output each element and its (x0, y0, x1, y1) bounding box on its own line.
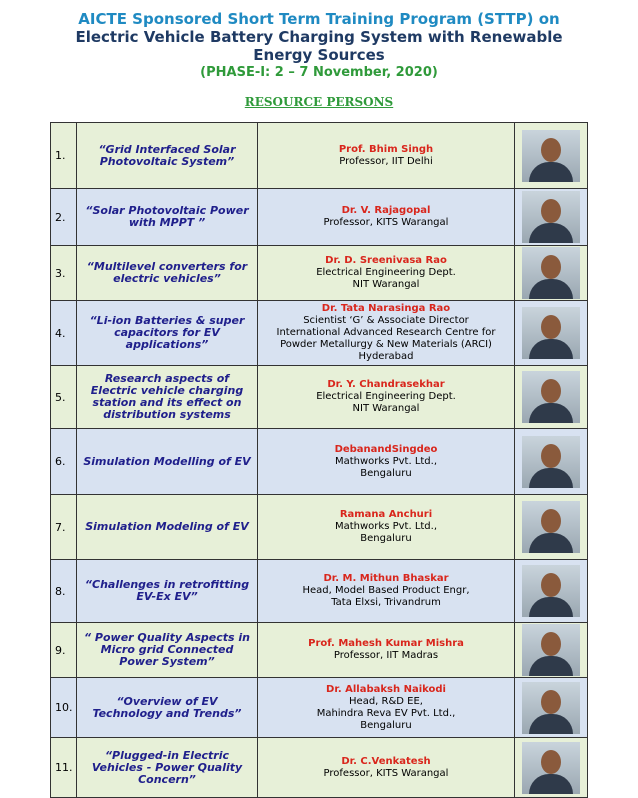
speaker-affiliation-line: Hyderabad (358, 351, 414, 362)
resource-persons-table (50, 122, 588, 798)
row-number: 1. (51, 123, 77, 189)
photo-body-shape (529, 656, 573, 676)
speaker-name: Dr. V. Rajagopal (341, 205, 431, 216)
speaker-photo-cell (515, 189, 588, 246)
speaker-info (258, 738, 515, 798)
row-number: 3. (51, 246, 77, 301)
table-row (51, 623, 588, 678)
photo-body-shape (529, 714, 573, 734)
row-number: 2. (51, 189, 77, 246)
speaker-affiliation-line: Mathworks Pvt. Ltd., (334, 521, 438, 532)
talk-topic: “Overview of EV Technology and Trends” (77, 678, 258, 738)
table-row (51, 366, 588, 429)
speaker-affiliation-line: Mathworks Pvt. Ltd., (334, 455, 438, 467)
photo-head-shape (541, 750, 561, 774)
speaker-photo-cell (515, 623, 588, 678)
speaker-affiliation-line: Professor, KITS Warangal (323, 217, 449, 228)
photo-head-shape (541, 315, 561, 339)
speaker-affiliation-line: Mahindra Reva EV Pvt. Ltd., (316, 707, 456, 719)
speaker-photo-cell (515, 495, 588, 560)
photo-body-shape (529, 403, 573, 423)
speaker-info (258, 123, 515, 189)
header-line-2: Electric Vehicle Battery Charging System with Renewable (75, 28, 563, 46)
speaker-name: Prof. Bhim Singh (338, 143, 434, 155)
speaker-photo-cell (515, 738, 588, 798)
talk-topic: “Grid Interfaced Solar Photovoltaic System” (77, 123, 258, 189)
speaker-name: Dr. M. Mithun Bhaskar (323, 573, 449, 584)
speaker-info (258, 678, 515, 738)
speaker-name: Dr. D. Sreenivasa Rao (325, 255, 447, 266)
row-number: 7. (51, 495, 77, 560)
speaker-info (258, 366, 515, 429)
photo-head-shape (541, 379, 561, 403)
photo-body-shape (529, 597, 573, 617)
talk-topic: “Plugged-in Electric Vehicles - Power Quality Concern” (77, 738, 258, 798)
speaker-affiliation-line: Electrical Engineering Dept. (316, 267, 456, 278)
speaker-affiliation-line: Professor, IIT Delhi (339, 155, 433, 167)
photo-body-shape (529, 279, 573, 299)
speaker-photo (522, 742, 580, 794)
photo-body-shape (529, 774, 573, 794)
speaker-photo (522, 624, 580, 676)
photo-head-shape (541, 444, 561, 468)
photo-body-shape (529, 339, 573, 359)
speaker-info (258, 495, 515, 560)
table-row (51, 678, 588, 738)
section-title: RESOURCE PERSONS (244, 95, 394, 109)
table-row (51, 429, 588, 495)
speaker-affiliation-line: Scientist ‘G’ & Associate Director (303, 315, 469, 326)
table-row (51, 246, 588, 301)
speaker-photo (522, 130, 580, 182)
table-row (51, 738, 588, 798)
photo-body-shape (529, 162, 573, 182)
row-number: 10. (51, 678, 77, 738)
speaker-affiliation-line: Electrical Engineering Dept. (316, 391, 456, 402)
talk-topic: Research aspects of Electric vehicle charging station and its effect on distribution systems (77, 366, 258, 429)
photo-head-shape (541, 509, 561, 533)
photo-body-shape (529, 468, 573, 488)
speaker-affiliation-line: Head, R&D EE, (349, 695, 423, 707)
table-row (51, 301, 588, 366)
speaker-info (258, 189, 515, 246)
header-dates: (PHASE-I: 2 – 7 November, 2020) (200, 65, 438, 80)
photo-body-shape (529, 533, 573, 553)
speaker-affiliation-line: Head, Model Based Product Engr, (302, 585, 470, 596)
speaker-photo (522, 682, 580, 734)
table-row (51, 189, 588, 246)
speaker-photo (522, 371, 580, 423)
speaker-name: Prof. Mahesh Kumar Mishra (308, 638, 464, 649)
speaker-photo-cell (515, 123, 588, 189)
speaker-photo (522, 191, 580, 243)
speaker-name: Dr. Y. Chandrasekhar (327, 379, 445, 390)
speaker-photo-cell (515, 560, 588, 623)
photo-head-shape (541, 138, 561, 162)
speaker-affiliation-line: Tata Elxsi, Trivandrum (331, 597, 441, 608)
speaker-affiliation-line: International Advanced Research Centre for (276, 327, 496, 338)
speaker-photo (522, 307, 580, 359)
row-number: 11. (51, 738, 77, 798)
talk-topic: “Solar Photovoltaic Power with MPPT ” (77, 189, 258, 246)
speaker-photo-cell (515, 366, 588, 429)
table-row (51, 495, 588, 560)
speaker-affiliation-line: Bengaluru (360, 719, 412, 731)
photo-body-shape (529, 223, 573, 243)
speaker-affiliation-line: Bengaluru (360, 467, 412, 479)
speaker-photo-cell (515, 429, 588, 495)
speaker-info (258, 429, 515, 495)
header-line-1: AICTE Sponsored Short Term Training Program (STTP) on (78, 10, 560, 28)
speaker-info (258, 301, 515, 366)
row-number: 9. (51, 623, 77, 678)
speaker-photo (522, 501, 580, 553)
talk-topic: “Challenges in retrofitting EV-Ex EV” (77, 560, 258, 623)
speaker-photo (522, 436, 580, 488)
speaker-photo-cell (515, 301, 588, 366)
talk-topic: “Multilevel converters for electric vehicles” (77, 246, 258, 301)
speaker-photo-cell (515, 246, 588, 301)
talk-topic: Simulation Modelling of EV (77, 429, 258, 495)
table-row (51, 123, 588, 189)
speaker-affiliation-line: Professor, IIT Madras (333, 650, 439, 661)
row-number: 8. (51, 560, 77, 623)
photo-head-shape (541, 690, 561, 714)
row-number: 5. (51, 366, 77, 429)
speaker-info (258, 246, 515, 301)
speaker-name: Ramana Anchuri (339, 509, 433, 520)
speaker-name: Dr. C.Venkatesh (341, 755, 431, 767)
speaker-photo (522, 565, 580, 617)
speaker-photo (522, 247, 580, 299)
talk-topic: Simulation Modeling of EV (77, 495, 258, 560)
photo-head-shape (541, 255, 561, 279)
speaker-photo-cell (515, 678, 588, 738)
talk-topic: “Li-ion Batteries & super capacitors for EV applications” (77, 301, 258, 366)
speaker-affiliation-line: Professor, KITS Warangal (323, 767, 449, 779)
speaker-affiliation-line: NIT Warangal (352, 279, 420, 290)
speaker-affiliation-line: NIT Warangal (352, 403, 420, 414)
photo-head-shape (541, 199, 561, 223)
row-number: 4. (51, 301, 77, 366)
speaker-info (258, 560, 515, 623)
row-number: 6. (51, 429, 77, 495)
speaker-name: DebanandSingdeo (334, 443, 438, 455)
table-row (51, 560, 588, 623)
talk-topic: “ Power Quality Aspects in Micro grid Connected Power System” (77, 623, 258, 678)
speaker-info (258, 623, 515, 678)
speaker-name: Dr. Allabaksh Naikodi (326, 683, 446, 695)
speaker-affiliation-line: Powder Metallurgy & New Materials (ARCI) (280, 339, 492, 350)
header-line-3: Energy Sources (253, 46, 385, 64)
speaker-affiliation-line: Bengaluru (360, 533, 412, 544)
photo-head-shape (541, 632, 561, 656)
photo-head-shape (541, 573, 561, 597)
document-header (0, 10, 638, 82)
speaker-name: Dr. Tata Narasinga Rao (321, 303, 451, 314)
